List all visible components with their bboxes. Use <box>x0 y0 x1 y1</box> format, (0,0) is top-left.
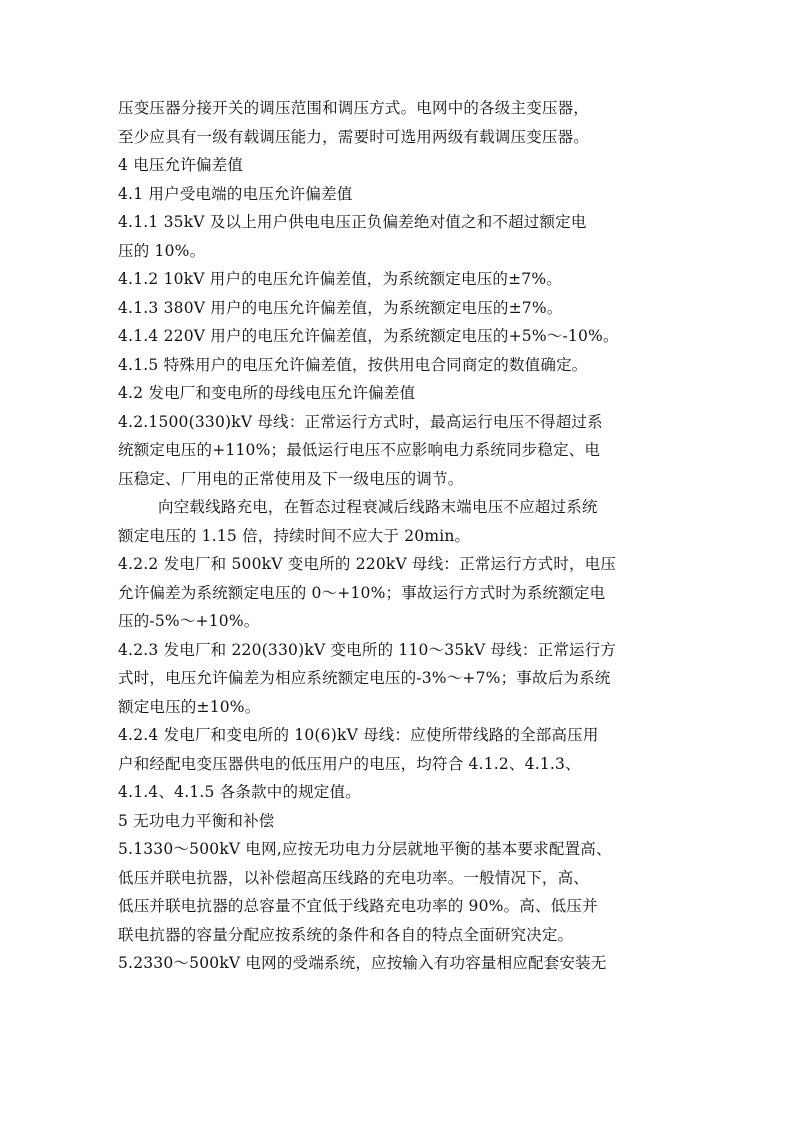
text-line: 低压并联电抗器，以补偿超高压线路的充电功率。一般情况下，高、 <box>118 868 590 887</box>
indented-paragraph-line: 向空载线路充电，在暂态过程衰减后线路末端电压不应超过系统 <box>158 498 598 516</box>
text-line: 压的 10%。 <box>118 241 206 260</box>
text-line: 至少应具有一级有载调压能力，需要时可选用两级有载调压变压器。 <box>118 127 590 146</box>
text-line: 4.2.2 发电厂和 500kV 变电所的 220kV 母线：正常运行方式时，电压 <box>118 555 617 573</box>
text-line: 压变压器分接开关的调压范围和调压方式。电网中的各级主变压器， <box>118 99 590 117</box>
section-heading: 5 无功电力平衡和补偿 <box>118 811 275 830</box>
document-body <box>118 94 698 978</box>
text-line: 额定电压的 1.15 倍，持续时间不应大于 20min。 <box>118 526 471 545</box>
text-line: 统额定电压的+110%；最低运行电压不应影响电力系统同步稳定、电 <box>118 441 601 459</box>
section-heading: 4 电压允许偏差值 <box>118 156 244 174</box>
text-line: 4.2.4 发电厂和变电所的 10(6)kV 母线：应使所带线路的全部高压用 <box>118 726 599 744</box>
text-line: 4.1.2 10kV 用户的电压允许偏差值，为系统额定电压的±7%。 <box>118 270 562 288</box>
text-line: 4.2.3 发电厂和 220(330)kV 变电所的 110～35kV 母线：正常运行方 <box>118 640 617 659</box>
text-line: 4.1.4、4.1.5 各条款中的规定值。 <box>118 783 362 801</box>
text-line: 式时，电压允许偏差为相应系统额定电压的-3%～+7%；事故后为系统 <box>118 669 611 687</box>
text-line: 联电抗器的容量分配应按系统的条件和各自的特点全面研究决定。 <box>118 925 574 944</box>
text-line: 4.1.4 220V 用户的电压允许偏差值，为系统额定电压的+5%～-10%。 <box>118 327 619 345</box>
text-line: 压稳定、厂用电的正常使用及下一级电压的调节。 <box>118 469 464 488</box>
text-line: 5.2330～500kV 电网的受端系统，应按输入有功容量相应配套安装无 <box>118 954 607 972</box>
text-line: 额定电压的±10%。 <box>118 697 261 716</box>
text-line: 压的-5%～+10%。 <box>118 612 260 630</box>
text-line: 4.1.1 35kV 及以上用户供电电压正负偏差绝对值之和不超过额定电 <box>118 213 587 231</box>
subsection-heading: 4.2 发电厂和变电所的母线电压允许偏差值 <box>118 384 416 402</box>
text-line: 4.1.5 特殊用户的电压允许偏差值，按供用电合同商定的数值确定。 <box>118 355 588 374</box>
text-line: 4.2.1500(330)kV 母线：正常运行方式时，最高运行电压不得超过系 <box>118 412 603 431</box>
text-line: 5.1330～500kV 电网,应按无功电力分层就地平衡的基本要求配置高、 <box>118 840 612 858</box>
text-line: 4.1.3 380V 用户的电压允许偏差值，为系统额定电压的±7%。 <box>118 298 563 317</box>
text-line: 低压并联电抗器的总容量不宜低于线路充电功率的 90%。高、低压并 <box>118 897 598 915</box>
text-line: 户和经配电变压器供电的低压用户的电压，均符合 4.1.2、4.1.3、 <box>118 754 581 773</box>
text-line: 允许偏差为系统额定电压的 0～+10%；事故运行方式时为系统额定电 <box>118 583 606 602</box>
subsection-heading: 4.1 用户受电端的电压允许偏差值 <box>118 184 353 203</box>
